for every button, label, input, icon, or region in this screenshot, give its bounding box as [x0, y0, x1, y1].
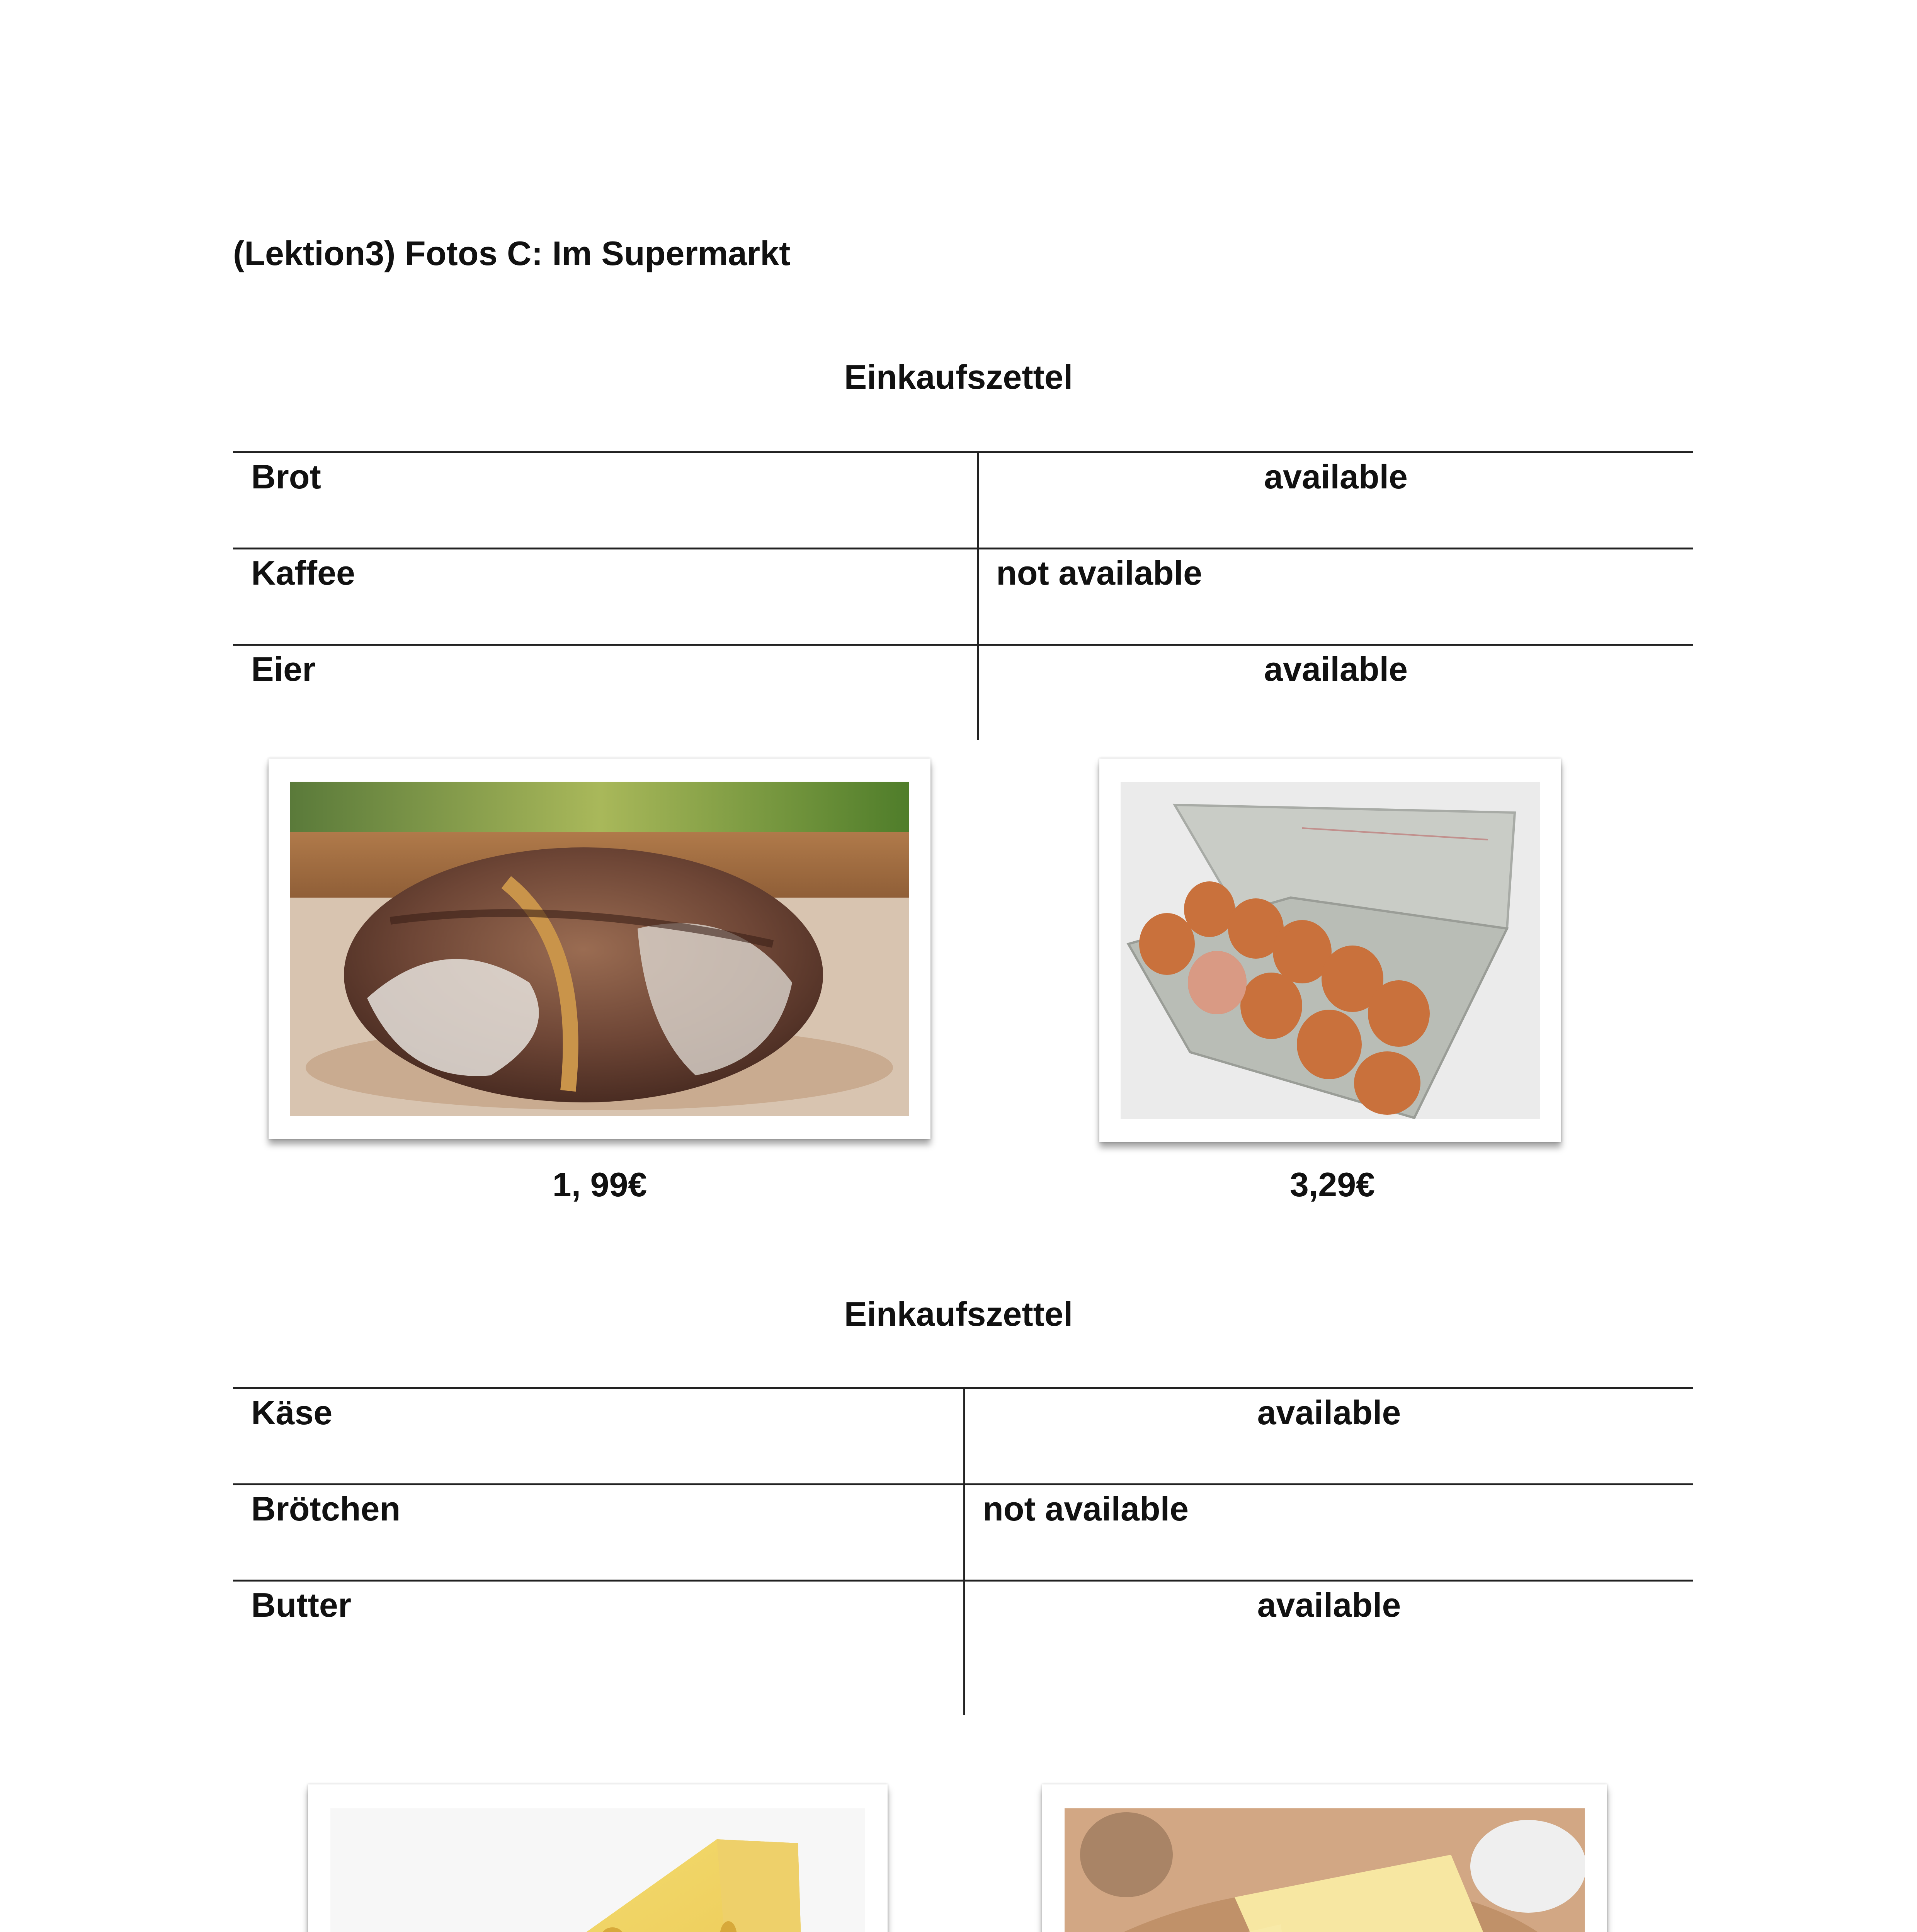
- item-label: Brot: [251, 457, 321, 496]
- shopping-list-table-2: [233, 1387, 1693, 1715]
- egg-carton-photo: [1099, 759, 1561, 1142]
- table-row: [233, 548, 1693, 644]
- status-label: available: [1264, 650, 1408, 688]
- bread-price: 1, 99€: [552, 1165, 647, 1204]
- item-label: Käse: [251, 1393, 333, 1432]
- cheese-wedge-photo: [308, 1784, 888, 1932]
- table-row: [233, 1483, 1693, 1580]
- eggs-price: 3,29€: [1289, 1165, 1375, 1204]
- shopping-list-table-1: [233, 451, 1693, 740]
- table-row: [233, 1387, 1693, 1483]
- table-row: [233, 644, 1693, 740]
- shopping-list-title-1: Einkaufszettel: [844, 358, 1073, 396]
- page-heading: (Lektion3) Fotos C: Im Supermarkt: [233, 234, 791, 272]
- status-label: available: [1257, 1586, 1401, 1624]
- item-label: Butter: [251, 1586, 352, 1624]
- status-label: not available: [983, 1490, 1189, 1528]
- table-row: [233, 1580, 1693, 1715]
- status-label: not available: [996, 554, 1203, 592]
- item-label: Kaffee: [251, 554, 355, 592]
- bread-photo: [269, 759, 930, 1139]
- shopping-list-title-2: Einkaufszettel: [844, 1295, 1073, 1333]
- item-label: Brötchen: [251, 1490, 401, 1528]
- status-label: available: [1264, 457, 1408, 496]
- status-label: available: [1257, 1393, 1401, 1432]
- butter-block-photo: [1042, 1784, 1607, 1932]
- item-label: Eier: [251, 650, 316, 688]
- table-row: [233, 451, 1693, 548]
